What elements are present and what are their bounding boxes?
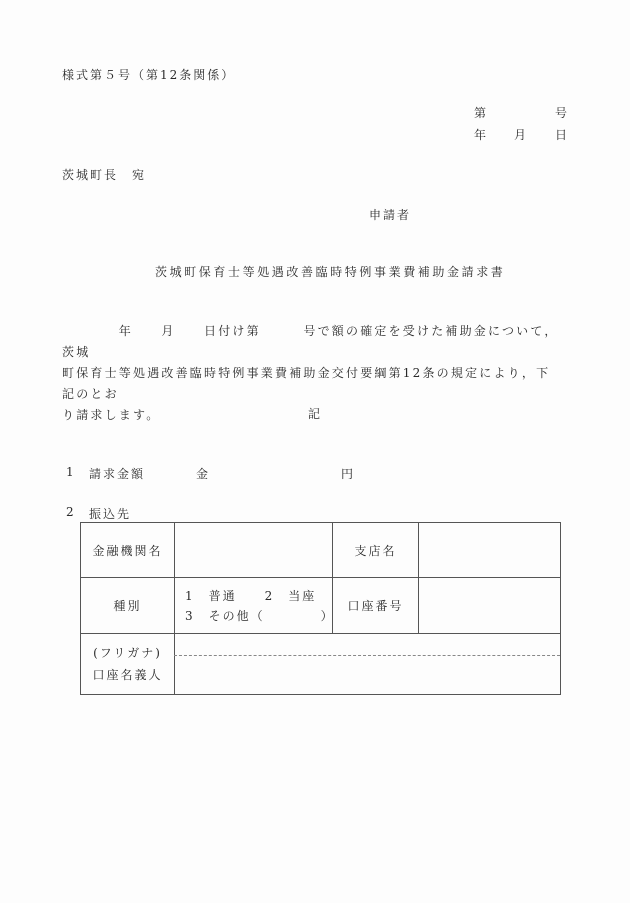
item2-number: 2	[66, 505, 76, 519]
account-number-label: 口座番号	[333, 578, 419, 634]
account-holder-label	[81, 634, 175, 695]
item2-label: 振込先	[89, 507, 132, 521]
account-type-option-line1: 1 普通 2 当座	[185, 588, 317, 603]
account-type-label: 種別	[81, 578, 175, 634]
furigana-label: (フリガナ)	[93, 646, 162, 660]
addressee: 茨城町長 宛	[62, 168, 147, 182]
applicant-label: 申請者	[369, 208, 412, 222]
account-type-option-line2: 3 その他（ ）	[185, 608, 335, 623]
document-title: 茨城町保育士等処遇改善臨時特例事業費補助金請求書	[155, 265, 506, 279]
body-line-3: り請求します。	[62, 408, 161, 422]
branch-label: 支店名	[333, 523, 419, 578]
doc-number-prefix: 第	[474, 106, 489, 120]
body-line-2: 町保育士等処遇改善臨時特例事業費補助金交付要綱第12条の規定により，下記のとお	[62, 366, 551, 401]
item1-yen: 円	[341, 467, 356, 481]
item1-label: 請求金額	[89, 467, 146, 481]
account-number-field[interactable]	[419, 578, 561, 634]
date-month: 月	[514, 128, 529, 142]
bank-name-label: 金融機関名	[81, 523, 175, 578]
holder-label: 口座名義人	[92, 668, 163, 682]
body-line-1: 年 月 日付け第 号で額の確定を受けた補助金について，茨城	[62, 324, 559, 359]
form-number: 様式第５号（第12条関係）	[62, 68, 236, 82]
date-year: 年	[474, 128, 489, 142]
holder-field[interactable]	[175, 664, 560, 686]
item1-number: 1	[66, 465, 76, 479]
account-type-options[interactable]	[175, 578, 333, 634]
date-day: 日	[555, 128, 570, 142]
bank-account-table	[80, 522, 561, 695]
doc-number-suffix: 号	[555, 106, 570, 120]
account-holder-field[interactable]	[175, 634, 561, 695]
item1-kin: 金	[196, 467, 211, 481]
branch-field[interactable]	[419, 523, 561, 578]
furigana-field[interactable]	[175, 642, 560, 664]
ki-heading: 記	[308, 407, 323, 421]
furigana-divider	[174, 655, 560, 656]
bank-name-field[interactable]	[175, 523, 333, 578]
